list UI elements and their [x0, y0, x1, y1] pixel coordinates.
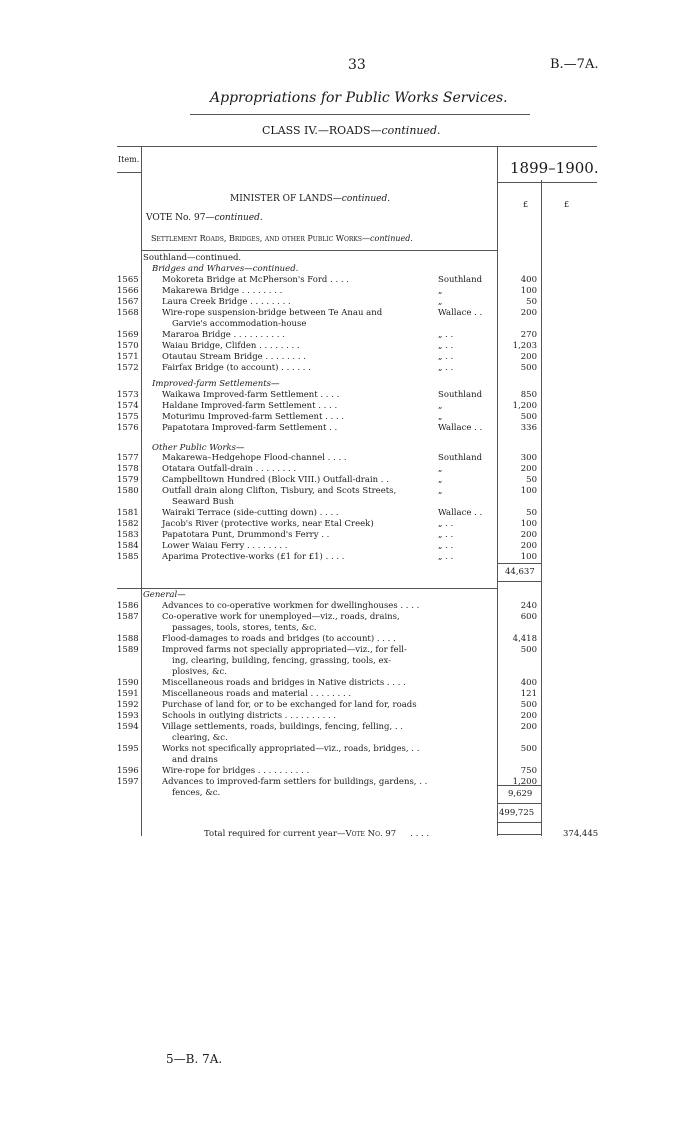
item-amount: 1,200 — [512, 401, 537, 411]
item-amount: 400 — [520, 678, 537, 688]
item-number: 1590 — [117, 678, 139, 688]
item-description: Waiau Bridge, Clifden . . . . . . . . — [162, 341, 300, 351]
item-district: „ . . — [438, 330, 454, 340]
item-district: „ — [438, 297, 443, 307]
item-district: Southland — [438, 453, 483, 463]
item-description: Haldane Improved-farm Settlement . . . . — [162, 401, 338, 411]
item-number: 1592 — [117, 700, 139, 710]
table-row — [0, 777, 700, 788]
item-number: 1568 — [117, 308, 139, 318]
grand-subtotal: 499,725 — [499, 808, 535, 818]
item-number: 1574 — [117, 401, 139, 411]
item-amount: 200 — [520, 722, 537, 732]
item-description: Flood-damages to roads and bridges (to account) . . . . — [162, 634, 396, 644]
item-description: Improved farms not specially appropriated—viz., for fell- — [162, 645, 407, 655]
item-number: 1594 — [117, 722, 139, 732]
table-row — [0, 297, 700, 308]
item-amount: 1,203 — [512, 341, 537, 351]
pound-sign-1: £ — [523, 200, 529, 209]
item-number: 1572 — [117, 363, 139, 373]
table-row — [0, 645, 700, 656]
item-description: Purchase of land for, or to be exchanged for land for, roads — [162, 700, 417, 710]
item-amount: 400 — [520, 275, 537, 285]
page-number: 33 — [348, 57, 366, 73]
item-number: 1569 — [117, 330, 139, 340]
item-amount: 121 — [520, 689, 537, 699]
document-reference: B.—7A. — [550, 57, 599, 72]
item-amount: 270 — [520, 330, 537, 340]
item-amount: 50 — [526, 297, 537, 307]
item-description: Campbelltown Hundred (Block VIII.) Outfall-drain . . — [162, 475, 389, 485]
item-number: 1581 — [117, 508, 139, 518]
row-continuation: passages, tools, stores, tents, &c. — [172, 623, 317, 633]
row-continuation: and drains — [172, 755, 218, 765]
item-amount: 200 — [520, 541, 537, 551]
page-title: Appropriations for Public Works Services. — [210, 90, 508, 106]
item-amount: 50 — [526, 475, 537, 485]
item-description: Advances to improved-farm settlers for buildings, gardens, . . — [162, 777, 428, 787]
item-description: Fairfax Bridge (to account) . . . . . . — [162, 363, 311, 373]
southland-label: Southland—continued. — [143, 253, 242, 263]
item-amount: 500 — [520, 363, 537, 373]
item-district: „ . . — [438, 541, 454, 551]
table-row — [0, 390, 700, 401]
item-district: „ . . — [438, 552, 454, 562]
item-description: Laura Creek Bridge . . . . . . . . — [162, 297, 291, 307]
table-row — [0, 766, 700, 777]
item-number: 1591 — [117, 689, 139, 699]
item-number: 1571 — [117, 352, 139, 362]
item-description: Makarewa Bridge . . . . . . . . — [162, 286, 283, 296]
item-description: Mokoreta Bridge at McPherson's Ford . . . . — [162, 275, 349, 285]
subheading-rule — [141, 250, 497, 251]
item-amount: 100 — [520, 486, 537, 496]
table-row — [0, 363, 700, 374]
item-district: „ — [438, 464, 443, 474]
southland-subtotal: 44,637 — [505, 567, 535, 577]
total-label: Total required for current year—Vote No. 97 . . . . — [204, 829, 430, 839]
group-improved-label: Improved-farm Settlements— — [152, 379, 280, 389]
item-number: 1587 — [117, 612, 139, 622]
row-continuation: fences, &c. — [172, 788, 221, 798]
item-amount: 1,200 — [512, 777, 537, 787]
item-description: Otatara Outfall-drain . . . . . . . . — [162, 464, 297, 474]
table-row — [0, 541, 700, 552]
table-row — [0, 530, 700, 541]
class-title: CLASS IV.—ROADS—continued. — [262, 124, 441, 137]
subheading: Settlement Roads, Bridges, and other Public Works—continued. — [151, 234, 413, 243]
item-description: Co-operative work for unemployed—viz., roads, drains, — [162, 612, 400, 622]
table-row — [0, 486, 700, 497]
item-number: 1573 — [117, 390, 139, 400]
item-description: Advances to co-operative workmen for dwellinghouses . . . . — [162, 601, 420, 611]
item-amount: 850 — [520, 390, 537, 400]
item-number: 1566 — [117, 286, 139, 296]
pound-sign-2: £ — [564, 200, 570, 209]
table-row — [0, 401, 700, 412]
table-top-rule — [117, 146, 597, 147]
item-number: 1588 — [117, 634, 139, 644]
item-amount: 4,418 — [512, 634, 537, 644]
row-continuation: ing, clearing, building, fencing, grassing, tools, ex- — [172, 656, 392, 666]
minister-heading: MINISTER OF LANDS—continued. — [230, 194, 391, 204]
item-district: „ — [438, 475, 443, 485]
table-row — [0, 744, 700, 755]
item-amount: 500 — [520, 700, 537, 710]
item-column-header: Item. — [118, 155, 140, 164]
item-number: 1565 — [117, 275, 139, 285]
table-row — [0, 722, 700, 733]
item-description: Village settlements, roads, buildings, fencing, felling, . . — [162, 722, 403, 732]
item-district: „ — [438, 412, 443, 422]
item-description: Lower Waiau Ferry . . . . . . . . — [162, 541, 288, 551]
item-amount: 100 — [520, 552, 537, 562]
item-description: Waikawa Improved-farm Settlement . . . . — [162, 390, 340, 400]
table-row — [0, 552, 700, 563]
item-number: 1585 — [117, 552, 139, 562]
southland-subtotal-rule-bottom — [497, 581, 541, 582]
item-amount: 200 — [520, 711, 537, 721]
table-row — [0, 689, 700, 700]
item-number: 1595 — [117, 744, 139, 754]
group-other-label: Other Public Works— — [152, 443, 245, 453]
item-description: Papatotara Improved-farm Settlement . . — [162, 423, 338, 433]
header-rule — [190, 114, 530, 115]
table-row — [0, 453, 700, 464]
table-row — [0, 286, 700, 297]
item-number: 1578 — [117, 464, 139, 474]
item-description: Wire-rope suspension-bridge between Te Anau and — [162, 308, 383, 318]
table-row — [0, 475, 700, 486]
item-number: 1576 — [117, 423, 139, 433]
grand-subtotal-rule — [497, 822, 541, 823]
item-number: 1596 — [117, 766, 139, 776]
total-rule — [497, 834, 541, 835]
item-number: 1586 — [117, 601, 139, 611]
item-district: Wallace . . — [438, 308, 483, 318]
item-description: Makarewa–Hedgehope Flood-channel . . . . — [162, 453, 347, 463]
item-description: Miscellaneous roads and bridges in Native districts . . . . — [162, 678, 406, 688]
item-amount: 200 — [520, 308, 537, 318]
southland-subtotal-rule — [497, 563, 541, 564]
table-row — [0, 612, 700, 623]
table-row — [0, 464, 700, 475]
item-district: Southland — [438, 390, 483, 400]
item-amount: 240 — [520, 601, 537, 611]
item-description: Moturimu Improved-farm Settlement . . . . — [162, 412, 344, 422]
item-header-rule — [117, 172, 141, 173]
item-number: 1597 — [117, 777, 139, 787]
general-label: General— — [143, 590, 186, 600]
item-district: Southland — [438, 275, 483, 285]
item-description: Outfall drain along Clifton, Tisbury, and Scots Streets, — [162, 486, 397, 496]
item-district: „ . . — [438, 363, 454, 373]
item-amount: 500 — [520, 645, 537, 655]
item-number: 1584 — [117, 541, 139, 551]
table-row — [0, 508, 700, 519]
item-amount: 300 — [520, 453, 537, 463]
general-rule — [117, 588, 497, 589]
item-district: „ . . — [438, 352, 454, 362]
item-amount: 600 — [520, 612, 537, 622]
row-1568-continuation: Garvie's accommodation-house — [172, 319, 307, 329]
table-row — [0, 275, 700, 286]
item-description: Otautau Stream Bridge . . . . . . . . — [162, 352, 306, 362]
item-description: Aparima Protective-works (£1 for £1) . . . . — [162, 552, 345, 562]
row-1580-continuation: Seaward Bush — [172, 497, 235, 507]
table-row — [0, 423, 700, 434]
item-district: „ — [438, 486, 443, 496]
item-description: Miscellaneous roads and material . . . . . . . . — [162, 689, 352, 699]
item-district: „ — [438, 286, 443, 296]
item-description: Works not specifically appropriated—viz., roads, bridges, . . — [162, 744, 420, 754]
table-row — [0, 711, 700, 722]
item-description: Jacob's River (protective works, near Etal Creek) — [162, 519, 374, 529]
item-amount: 336 — [520, 423, 537, 433]
item-district: „ — [438, 401, 443, 411]
item-description: Schools in outlying districts . . . . . . . . . . — [162, 711, 337, 721]
table-row — [0, 634, 700, 645]
item-description: Mararoa Bridge . . . . . . . . . . — [162, 330, 285, 340]
vote-heading: VOTE No. 97—continued. — [146, 213, 263, 223]
item-district: „ . . — [438, 519, 454, 529]
item-description: Wire-rope for bridges . . . . . . . . . . — [162, 766, 310, 776]
year-header-rule — [497, 182, 597, 183]
item-amount: 200 — [520, 352, 537, 362]
item-amount: 200 — [520, 530, 537, 540]
item-description: Wairaki Terrace (side-cutting down) . . . . — [162, 508, 339, 518]
item-amount: 100 — [520, 286, 537, 296]
item-number: 1580 — [117, 486, 139, 496]
item-amount: 750 — [520, 766, 537, 776]
item-number: 1593 — [117, 711, 139, 721]
item-number: 1583 — [117, 530, 139, 540]
item-number: 1567 — [117, 297, 139, 307]
item-number: 1577 — [117, 453, 139, 463]
item-amount: 50 — [526, 508, 537, 518]
year-column-header: 1899–1900. — [510, 159, 599, 177]
table-row — [0, 341, 700, 352]
table-row — [0, 519, 700, 530]
item-amount: 500 — [520, 412, 537, 422]
item-description: Papatotara Punt, Drummond's Ferry . . — [162, 530, 330, 540]
item-number: 1570 — [117, 341, 139, 351]
item-amount: 100 — [520, 519, 537, 529]
item-district: Wallace . . — [438, 508, 483, 518]
item-amount: 200 — [520, 464, 537, 474]
item-number: 1575 — [117, 412, 139, 422]
general-subtotal: 9,629 — [508, 789, 533, 799]
item-amount: 500 — [520, 744, 537, 754]
item-number: 1589 — [117, 645, 139, 655]
item-district: Wallace . . — [438, 423, 483, 433]
item-district: „ . . — [438, 341, 454, 351]
item-number: 1582 — [117, 519, 139, 529]
general-subtotal-rule-bottom — [497, 803, 541, 804]
row-continuation: clearing, &c. — [172, 733, 228, 743]
total-value: 374,445 — [563, 829, 599, 839]
table-row — [0, 308, 700, 319]
table-row — [0, 330, 700, 341]
row-continuation: plosives, &c. — [172, 667, 227, 677]
item-number: 1579 — [117, 475, 139, 485]
table-row — [0, 678, 700, 689]
table-row — [0, 352, 700, 363]
table-row — [0, 700, 700, 711]
table-row — [0, 412, 700, 423]
group-bridges-label: Bridges and Wharves—continued. — [152, 264, 299, 274]
table-row — [0, 601, 700, 612]
general-subtotal-rule — [497, 785, 541, 786]
item-district: „ . . — [438, 530, 454, 540]
page-footer: 5—B. 7A. — [166, 1052, 223, 1066]
